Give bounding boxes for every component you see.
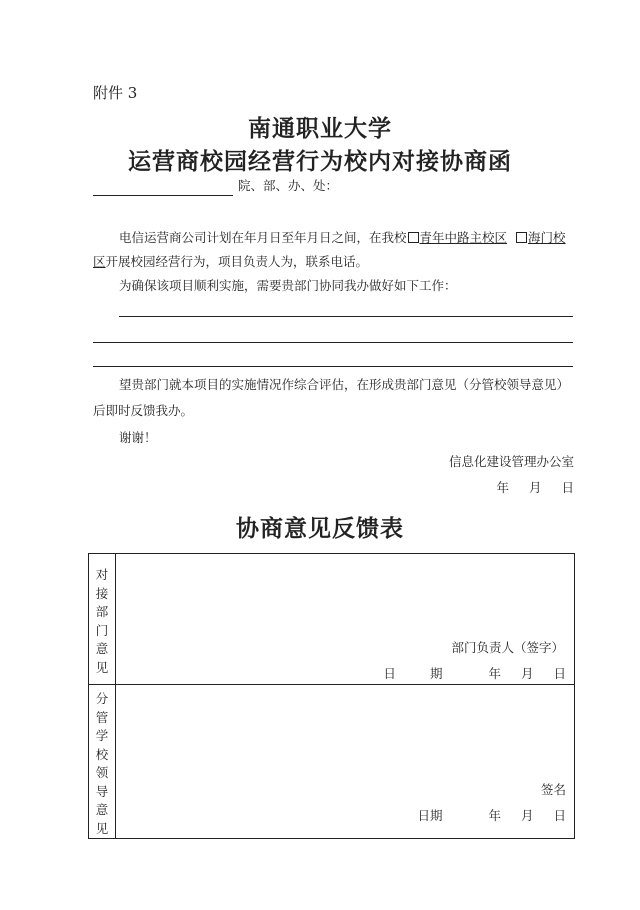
work-item-line-2 bbox=[93, 342, 573, 343]
addressee-blank-line bbox=[93, 195, 233, 196]
table-row-department bbox=[89, 554, 575, 685]
sender-date bbox=[496, 478, 574, 496]
paragraph-feedback-line2: 后即时反馈我办。 bbox=[93, 403, 194, 418]
paragraph-request: 为确保该项目顺利实施，需要贵部门协同我办做好如下工作： bbox=[119, 278, 457, 293]
leader-opinion-label: 分 管 学 校 领 导 意 见 bbox=[89, 685, 116, 839]
leader-opinion-cell[interactable] bbox=[116, 685, 575, 839]
date-day: 日 bbox=[561, 480, 574, 495]
thanks-text: 谢谢！ bbox=[119, 430, 157, 445]
department-head-signature-label: 部门负责人（签字） bbox=[451, 640, 564, 655]
department-date-label: 日 期 年 月 日 bbox=[383, 666, 566, 681]
date-month: 月 bbox=[528, 480, 542, 495]
paragraph-feedback-line1: 望贵部门就本项目的实施情况作综合评估，在形成贵部门意见（分管校领导意见） bbox=[119, 377, 570, 392]
table-row-leader bbox=[89, 685, 575, 839]
document-title-university: 南通职业大学 bbox=[248, 115, 392, 142]
paragraph-plan-start: 电信运营商公司计划在年月日至年月日之间，在我校 bbox=[119, 230, 407, 245]
paragraph-plan-line1 bbox=[119, 226, 566, 250]
campus-option-main: 青年中路主校区 bbox=[419, 230, 508, 245]
date-year: 年 bbox=[496, 480, 509, 495]
department-opinion-cell[interactable] bbox=[116, 554, 575, 685]
paragraph-plan-line2 bbox=[93, 250, 368, 274]
addressee-suffix: 院、部、办、处： bbox=[238, 178, 339, 193]
work-item-line-1 bbox=[119, 316, 573, 317]
paragraph-plan-end: 开展校园经营行为，项目负责人为，联系电话。 bbox=[105, 254, 369, 269]
attachment-label: 附件 3 bbox=[93, 84, 138, 102]
feedback-form-title: 协商意见反馈表 bbox=[236, 515, 404, 542]
campus-option-haimen-tail: 区 bbox=[93, 254, 106, 269]
checkbox-haimen-campus[interactable] bbox=[516, 232, 527, 243]
leader-signature-label: 签名 bbox=[540, 782, 566, 797]
work-item-line-3 bbox=[93, 366, 573, 367]
document-title-letter: 运营商校园经营行为校内对接协商函 bbox=[128, 148, 512, 175]
checkbox-main-campus[interactable] bbox=[408, 232, 419, 243]
campus-option-haimen: 海门校 bbox=[527, 230, 566, 245]
department-opinion-label: 对 接 部 门 意 见 bbox=[89, 554, 116, 685]
leader-date-label: 日期 年 月 日 bbox=[417, 808, 566, 823]
feedback-table bbox=[88, 553, 575, 839]
sender-office: 信息化建设管理办公室 bbox=[448, 454, 574, 469]
